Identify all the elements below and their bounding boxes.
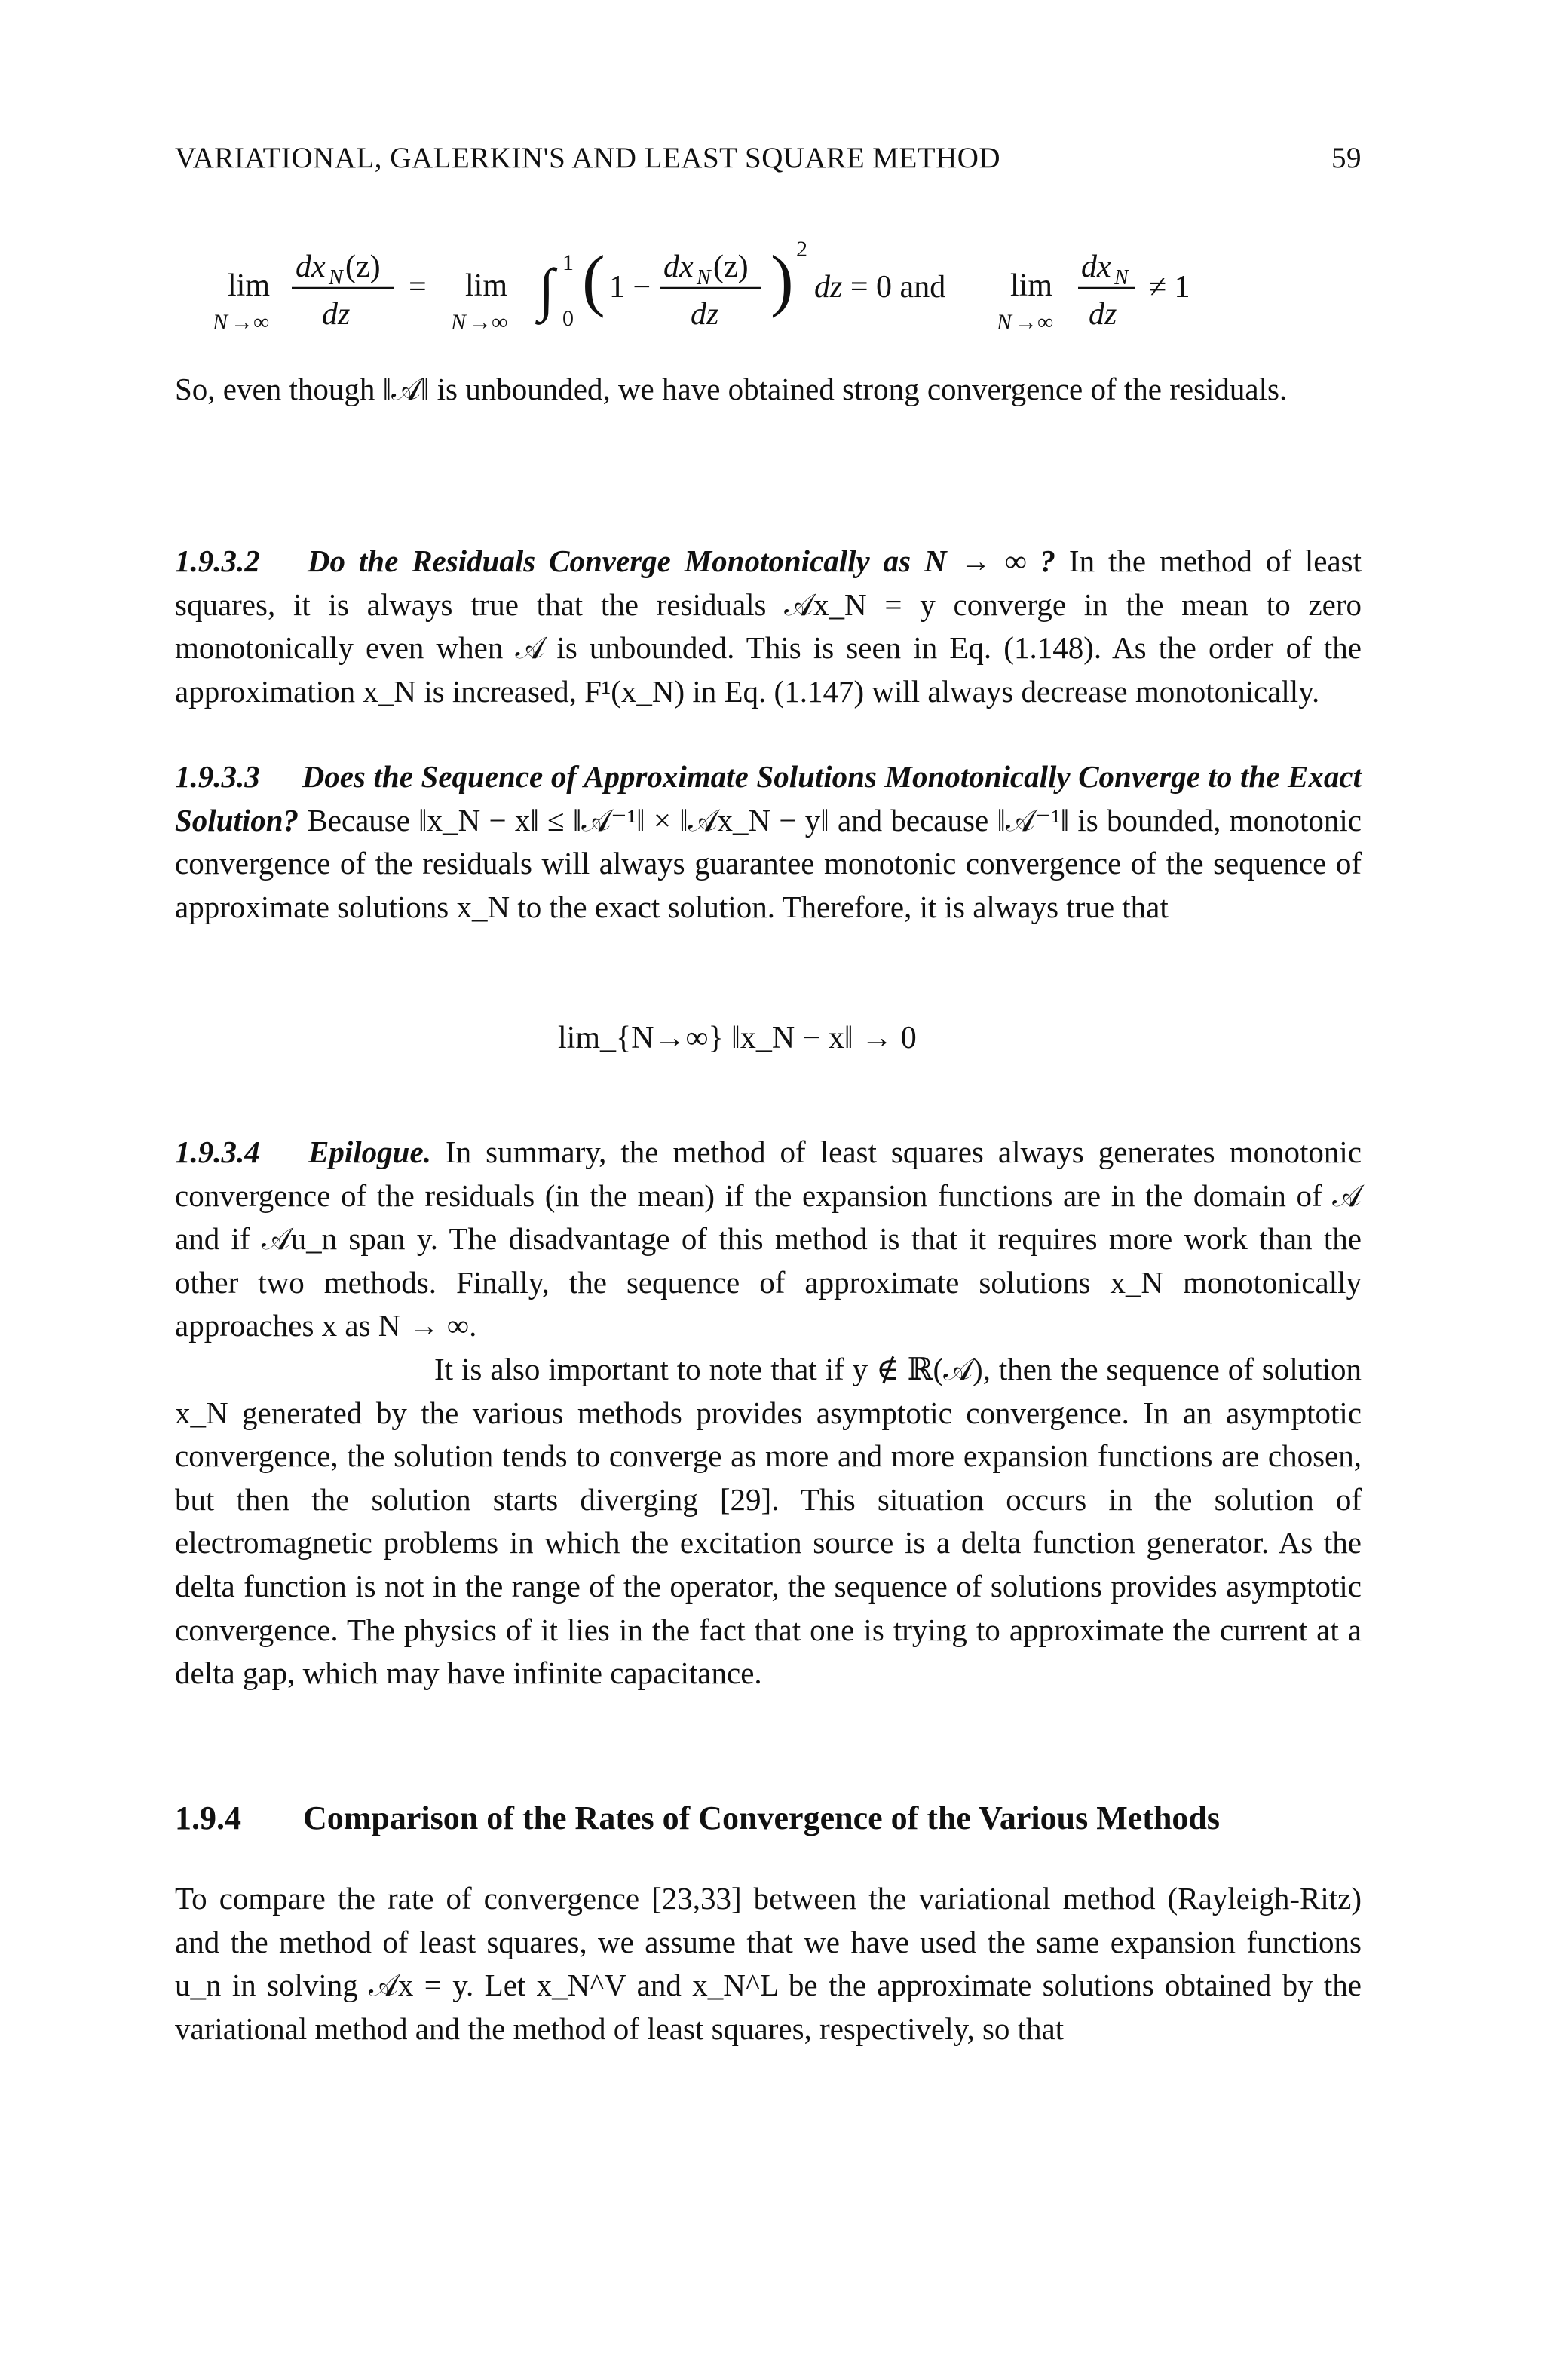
limit-equation-display: [558, 1019, 917, 1057]
subsection-body: In the method of least squares, it is always true that the residuals 𝒜x_N = y converge in the mean to zero monotonically even when 𝒜 is unbounded. This is seen in Eq. (1.148). As the order of the approximation x_N is increased, F¹(x_N) in Eq. (1.147) will always decrease monotonically.: [175, 544, 1362, 709]
svg-text:dz: dz: [691, 297, 719, 332]
paragraph-asymptotic-convergence: It is also important to note that if y ∉ ℝ(𝒜), then the sequence of solution x_N generated by the various methods provides asymptotic convergence. In an asymptotic convergence, the solution tends to converge as more and more expansion functions are chosen, but then the solution starts diverging [29]. This situation occurs in the solution of electromagnetic problems in which the excitation source is a delta function generator. As the delta function is not in the range of the operator, the sequence of solutions provides asymptotic convergence. The physics of it lies in the fact that one is trying to approximate the current at a delta gap, which may have infinite capacitance.: [175, 1352, 1362, 1691]
svg-text:dz: dz: [322, 297, 351, 332]
svg-text:N: N: [1114, 266, 1129, 289]
svg-text:→∞: →∞: [231, 310, 270, 335]
subsection-title: Do the Residuals Converge Monotonically as N → ∞ ?: [307, 544, 1056, 578]
svg-text:lim: lim: [1010, 268, 1053, 303]
svg-text:N: N: [213, 310, 228, 335]
svg-text:≠ 1: ≠ 1: [1149, 270, 1190, 305]
page-number: 59: [1331, 142, 1362, 174]
paragraph-strong-convergence: So, even though ‖𝒜‖ is unbounded, we have obtained strong convergence of the residuals.: [175, 372, 1288, 406]
svg-text:(: (: [582, 241, 605, 318]
running-title: VARIATIONAL, GALERKIN'S AND LEAST SQUARE METHOD: [175, 142, 1001, 174]
subsection-body: Because ‖x_N − x‖ ≤ ‖𝒜⁻¹‖ × ‖𝒜x_N − y‖ and because ‖𝒜⁻¹‖ is bounded, monotonic convergence of the residuals will always guarantee monotonic convergence of the sequence of approximate solutions x_N to the exact solution. Therefore, it is always true that: [175, 802, 1362, 924]
subsection-1-9-3-4: [175, 1131, 1362, 1348]
running-header: [175, 140, 1362, 176]
svg-text:N: N: [329, 266, 343, 289]
svg-text:N: N: [451, 310, 467, 335]
section-number: 1.9.4: [175, 1800, 241, 1836]
subsection-1-9-3-2: [175, 540, 1362, 713]
subsection-body: In summary, the method of least squares always generates monotonic convergence of the residuals (in the mean) if the expansion functions are in the domain of 𝒜 and if 𝒜u_n span y. The disadvantage of this method is that it requires more work than the other two methods. Finally, the sequence of approximate solutions x_N monotonically approaches x as N → ∞.: [175, 1135, 1362, 1343]
subsection-1-9-3-3: [175, 755, 1362, 929]
svg-text:→∞: →∞: [1015, 310, 1054, 335]
section-heading-1-9-4: [175, 1797, 1362, 1839]
svg-text:2: 2: [796, 237, 807, 262]
paragraph-comparison: To compare the rate of convergence [23,33] between the variational method (Rayleigh-Ritz) and the method of least squares, we assume that we have used the same expansion functions u_n in solving 𝒜x = y. Let x_N^V and x_N^L be the approximate solutions obtained by the variational method and the method of least squares, respectively, so that: [175, 1881, 1362, 2046]
section-title: Comparison of the Rates of Convergence of the Various Methods: [303, 1800, 1221, 1836]
subsection-title: Does the Sequence of Approximate Solutions Monotonically Converge to the Exact Solution?: [175, 759, 1362, 838]
svg-text:(z): (z): [345, 250, 381, 284]
svg-text:dx: dx: [296, 250, 326, 284]
limits-equation: [175, 198, 1362, 371]
svg-text:dz = 0 and: dz = 0 and: [814, 270, 946, 305]
svg-text:(z): (z): [713, 250, 749, 284]
svg-text:dz: dz: [1089, 297, 1117, 332]
svg-text:→∞: →∞: [469, 310, 508, 335]
subsection-title: Epilogue.: [308, 1135, 431, 1169]
svg-text:=: =: [409, 270, 427, 305]
subsection-number: 1.9.3.3: [175, 759, 260, 794]
svg-text:∫: ∫: [538, 256, 555, 322]
svg-text:N: N: [697, 266, 711, 289]
svg-text:): ): [770, 241, 794, 318]
svg-text:dx: dx: [1081, 250, 1111, 284]
svg-text:N: N: [997, 310, 1012, 335]
limit-equation-text: lim_{N→∞} ‖x_N − x‖ → 0: [558, 1021, 917, 1055]
svg-text:0: 0: [562, 306, 574, 331]
svg-text:lim: lim: [228, 268, 271, 303]
subsection-number: 1.9.3.4: [175, 1135, 260, 1169]
svg-text:1: 1: [562, 250, 574, 275]
svg-text:lim: lim: [465, 268, 508, 303]
svg-text:dx: dx: [663, 250, 694, 284]
svg-text:1 −: 1 −: [609, 270, 651, 305]
subsection-number: 1.9.3.2: [175, 544, 260, 578]
